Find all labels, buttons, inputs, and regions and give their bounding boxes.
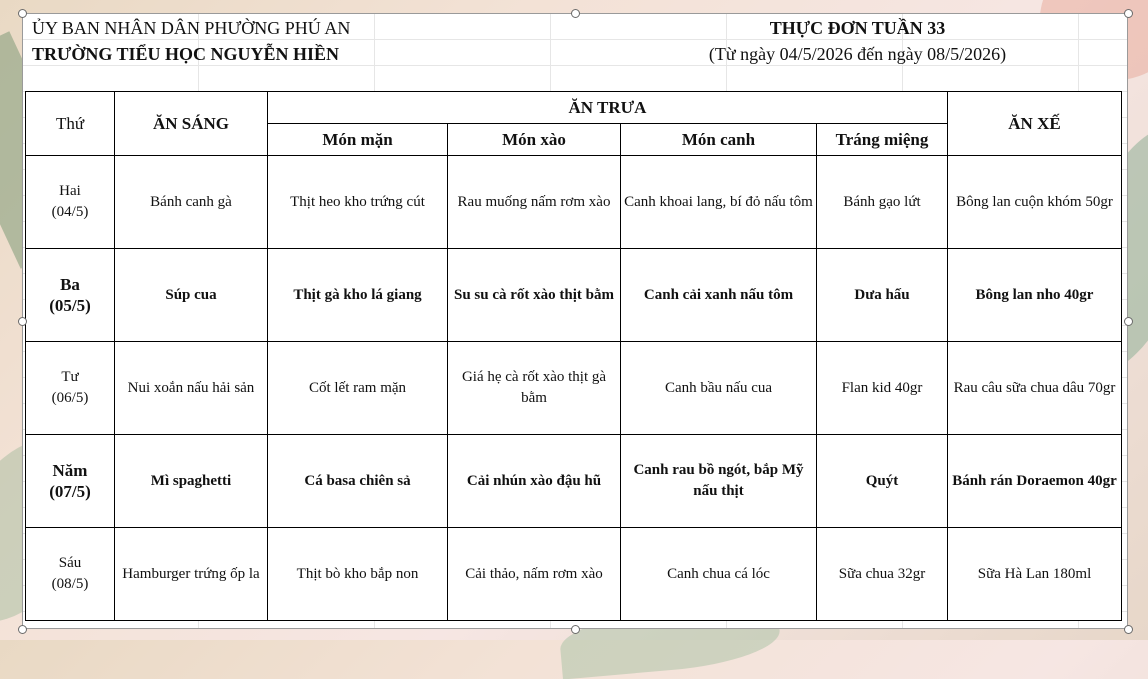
table-row xyxy=(26,156,1122,249)
table-row xyxy=(26,249,1122,342)
resize-handle-bottom-right[interactable] xyxy=(1124,625,1133,634)
day-cell xyxy=(26,528,115,621)
dessert-cell: Dưa hấu xyxy=(817,249,948,342)
day-cell xyxy=(26,342,115,435)
stirfry-cell: Su su cà rốt xào thịt bằm xyxy=(448,249,621,342)
stirfry-cell: Cải thảo, nấm rơm xào xyxy=(448,528,621,621)
resize-handle-top-right[interactable] xyxy=(1124,9,1133,18)
col-header-snack: ĂN XẾ xyxy=(948,92,1122,156)
col-header-dessert: Tráng miệng xyxy=(817,124,948,156)
date-range: (Từ ngày 04/5/2026 đến ngày 08/5/2026) xyxy=(708,44,1007,64)
day-name: Sáu xyxy=(58,555,82,571)
stirfry-cell: Rau muống nấm rơm xào xyxy=(448,156,621,249)
table-row xyxy=(26,342,1122,435)
resize-handle-bottom[interactable] xyxy=(571,625,580,634)
breakfast-cell: Súp cua xyxy=(115,249,268,342)
snack-cell: Bông lan cuộn khóm 50gr xyxy=(948,156,1122,249)
day-date: (08/5) xyxy=(51,576,89,592)
resize-handle-top[interactable] xyxy=(571,9,580,18)
dessert-cell: Bánh gạo lứt xyxy=(817,156,948,249)
resize-handle-right[interactable] xyxy=(1124,317,1133,326)
col-header-breakfast: ĂN SÁNG xyxy=(115,92,268,156)
breakfast-cell: Bánh canh gà xyxy=(115,156,268,249)
soup-cell: Canh cải xanh nấu tôm xyxy=(621,249,817,342)
main-dish-cell: Thịt bò kho bắp non xyxy=(268,528,448,621)
main-dish-cell: Cá basa chiên sả xyxy=(268,435,448,528)
breakfast-cell: Nui xoắn nấu hải sản xyxy=(115,342,268,435)
resize-handle-top-left[interactable] xyxy=(18,9,27,18)
soup-cell: Canh khoai lang, bí đỏ nấu tôm xyxy=(621,156,817,249)
breakfast-cell: Mì spaghetti xyxy=(115,435,268,528)
day-date: (06/5) xyxy=(51,390,89,406)
school-name: TRƯỜNG TIỂU HỌC NGUYỄN HIỀN xyxy=(32,44,340,64)
dessert-cell: Quýt xyxy=(817,435,948,528)
day-date: (07/5) xyxy=(49,482,91,501)
authority-name: ỦY BAN NHÂN DÂN PHƯỜNG PHÚ AN xyxy=(32,18,351,38)
soup-cell: Canh bầu nấu cua xyxy=(621,342,817,435)
dessert-cell: Flan kid 40gr xyxy=(817,342,948,435)
day-cell xyxy=(26,156,115,249)
menu-title: THỰC ĐƠN TUẦN 33 xyxy=(769,18,946,38)
day-cell xyxy=(26,435,115,528)
main-dish-cell: Thịt gà kho lá giang xyxy=(268,249,448,342)
col-header-soup: Món canh xyxy=(621,124,817,156)
snack-cell: Rau câu sữa chua dâu 70gr xyxy=(948,342,1122,435)
stirfry-cell: Giá hẹ cà rốt xào thịt gà bằm xyxy=(448,342,621,435)
day-name: Năm xyxy=(52,461,88,480)
table-row xyxy=(26,528,1122,621)
table-row xyxy=(26,435,1122,528)
dessert-cell: Sữa chua 32gr xyxy=(817,528,948,621)
snack-cell: Bánh rán Doraemon 40gr xyxy=(948,435,1122,528)
stirfry-cell: Cải nhún xào đậu hũ xyxy=(448,435,621,528)
col-header-stirfry: Món xào xyxy=(448,124,621,156)
soup-cell: Canh chua cá lóc xyxy=(621,528,817,621)
resize-handle-bottom-left[interactable] xyxy=(18,625,27,634)
day-date: (04/5) xyxy=(51,204,89,220)
day-date: (05/5) xyxy=(49,296,91,315)
main-dish-cell: Thịt heo kho trứng cút xyxy=(268,156,448,249)
snack-cell: Bông lan nho 40gr xyxy=(948,249,1122,342)
table-header-row xyxy=(26,92,1122,124)
breakfast-cell: Hamburger trứng ốp la xyxy=(115,528,268,621)
col-header-lunch: ĂN TRƯA xyxy=(268,92,948,124)
col-header-day: Thứ xyxy=(26,92,115,156)
day-cell xyxy=(26,249,115,342)
day-name: Tư xyxy=(61,369,79,385)
main-dish-cell: Cốt lết ram mặn xyxy=(268,342,448,435)
col-header-main-dish: Món mặn xyxy=(268,124,448,156)
soup-cell: Canh rau bồ ngót, bắp Mỹ nấu thịt xyxy=(621,435,817,528)
resize-handle-left[interactable] xyxy=(18,317,27,326)
weekly-menu-table xyxy=(25,91,1122,621)
snack-cell: Sữa Hà Lan 180ml xyxy=(948,528,1122,621)
day-name: Ba xyxy=(60,275,80,294)
day-name: Hai xyxy=(59,183,81,199)
